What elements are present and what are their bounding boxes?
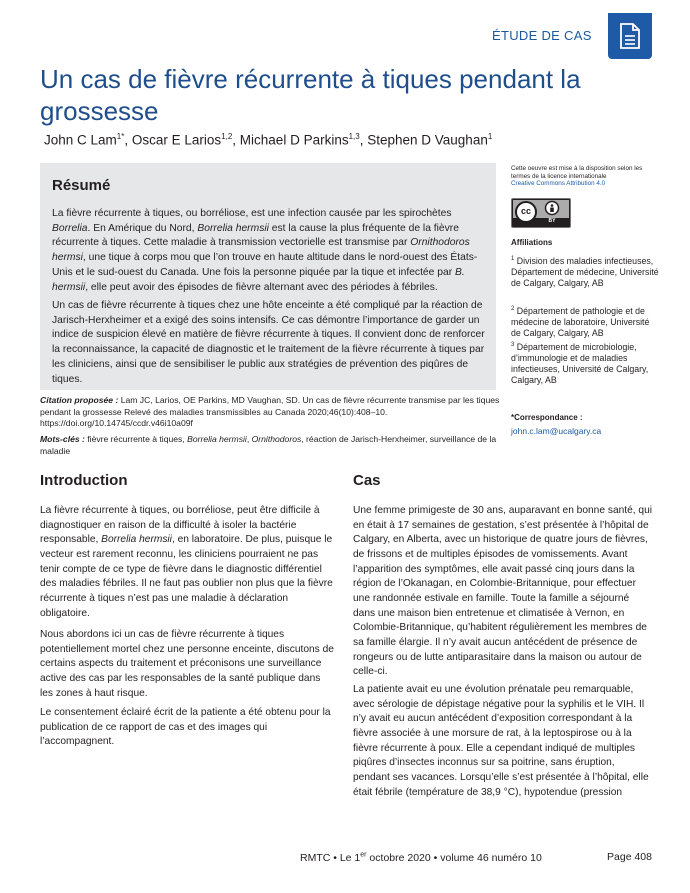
case-heading: Cas bbox=[353, 472, 381, 489]
introduction-paragraph: Le consentement éclairé écrit de la patiente a été obtenu pour la publication de ce rapport de cas et des images qui l’accompagnent. bbox=[40, 707, 331, 748]
author-name: Oscar E Larios bbox=[131, 132, 222, 148]
introduction-heading: Introduction bbox=[40, 472, 128, 489]
license-link[interactable]: Creative Commons Attribution 4.0 bbox=[511, 180, 606, 188]
article-title: Un cas de fièvre récurrente à tiques pendant la grossesse bbox=[40, 64, 581, 126]
cc-by-license-badge[interactable] bbox=[511, 198, 571, 228]
author-name: Stephen D Vaughan bbox=[367, 132, 488, 148]
author-name: Michael D Parkins bbox=[239, 132, 349, 148]
abstract-title: Résumé bbox=[52, 177, 111, 194]
author-sup: 1 bbox=[487, 132, 493, 141]
page-footer bbox=[300, 851, 652, 864]
page-number: Page 408 bbox=[607, 851, 652, 863]
author-name: John C Lam bbox=[44, 132, 117, 148]
affiliations-title: Affiliations bbox=[511, 238, 553, 247]
case-paragraph: Une femme primigeste de 30 ans, auparavant en bonne santé, qui en était à 17 semaines de gestation, s’est présentée à l’hôpital de Calgary, en Alberta, avec un historique de quatre jours de fièvres, de frissons et de multiples épisodes de vomissements. Avant l’apparition des symptômes, elle avait passé cinq jours dans la région de l’Okanagan, en Colombie-Britannique, pour effectuer une randonnée estivale en famille. Toute la famille a séjourné dans une maison bien entretenue et climatisée à Vernon, en Colombie-Britannique, qu’habitent régulièrement les membres de sa famille élargie. Il n’y avait aucun antécédent de présence de rongeurs ou de lutte antiparasitaire dans la maison ou autour de celle-ci. bbox=[353, 505, 653, 678]
affiliation-item: $^1$ Division des maladies infectieuses, Département de médecine, Université de Calgary, Calgary, AB bbox=[511, 255, 659, 288]
author-sup: 1* bbox=[116, 132, 125, 141]
section-label: ÉTUDE DE CAS bbox=[492, 28, 592, 43]
license-text: Cette oeuvre est mise à la disposition selon les termes de la licence internationale Creative Commons Attribution 4.0 bbox=[511, 165, 643, 188]
document-icon bbox=[608, 13, 652, 59]
author-sup: 1,3 bbox=[348, 132, 360, 141]
correspondence-email[interactable]: john.c.lam@ucalgary.ca bbox=[511, 426, 602, 436]
author-list: John C Lam$^{1*}$, Oscar E Larios$^{1,2}$, Michael D Parkins$^{1,3}$, Stephen D Vaughan$^1$ bbox=[44, 132, 493, 148]
affiliation-item: $^3$ Département de microbiologie, d’immunologie et de maladies infectieuses, Université de Calgary, Calgary, AB bbox=[511, 341, 649, 385]
by-badge-label: BY bbox=[548, 218, 556, 224]
case-paragraph: La patiente avait eu une évolution prénatale peu remarquable, avec sérologie de dépistage négative pour la syphilis et le VIH. Il n’y avait eu aucun antécédent d’exposition correspondant à la fièvre associée à une morsure de rat, à la leptospirose ou à la fièvre récurrente à poux. Elle a cependant indiqué de multiples piqûres d’insectes inconnus sur sa poitrine, sans éruption, pendant ses vacances. Lorsqu’elle s’est présentée à l’hôpital, elle était fébrile (température de 38,9 °C), hypotendue (pression bbox=[353, 684, 649, 798]
cc-badge-label: cc bbox=[520, 206, 531, 216]
abstract-box bbox=[40, 163, 496, 390]
keywords: Mots-clés : fièvre récurrente à tiques, Borrelia hermsii, Ornithodoros, réaction de Jarisch-Herxheimer, surveillance de la maladie bbox=[40, 434, 497, 456]
affiliation-item: $^2$ Département de pathologie et de médecine de laboratoire, Université de Calgary, Calgary, AB bbox=[511, 305, 650, 338]
author-sup: 1,2 bbox=[221, 132, 233, 141]
footer-journal: RMTC • Le 1er octobre 2020 • volume 46 numéro 10 bbox=[300, 851, 542, 864]
correspondence-title: *Correspondance : bbox=[511, 413, 583, 422]
abstract-paragraph: Un cas de fièvre récurrente à tiques chez une hôte enceinte a été compliqué par la réaction de Jarisch-Herxheimer et a exigé des soins intensifs. Ce cas démontre l’importance de garder un indice de suspicion élevé en matière de fièvre récurrente à tiques. Il convient donc de renforcer la reconnaissance, la capacité de diagnostic et le traitement de la fièvre récurrente à tiques par les cliniciens, ainsi que de sensibiliser le public aux stratégies de prévention des piqûres de tiques. bbox=[52, 300, 485, 385]
abstract-paragraph: La fièvre récurrente à tiques, ou borréliose, est une infection causée par les spirochètes Borrelia. En Amérique du Nord, Borrelia hermsii est la cause la plus fréquente de la fièvre récurrente à tiques. Cette maladie à transmission vectorielle est transmise par Ornithodoros hermsi, une tique à corps mou que l’on trouve en haute altitude dans le nord-ouest des États-Unis et le sud-ouest du Canada. Une fois la personne piquée par la tique et infectée par B. hermsii, elle peut avoir des épisodes de fièvre alternant avec des périodes à fébriles. bbox=[52, 208, 478, 293]
introduction-paragraph: Nous abordons ici un cas de fièvre récurrente à tiques potentiellement mortel chez une personne enceinte, discutons de certains aspects du traitement et préconisons une surveillance active des cas par les responsables de la santé publique dans les zones à haut risque. bbox=[40, 629, 334, 699]
introduction-paragraph: La fièvre récurrente à tiques, ou borréliose, peut être difficile à diagnostiquer en raison de la difficulté à isoler la bactérie responsable, Borrelia hermsii, en laboratoire. De plus, puisque le vecteur est rarement reconnu, les cliniciens pourraient ne pas tenir compte de ce type de fièvre dans le diagnostic différentiel des maladies fébriles. Il ne faut pas oublier non plus que la fièvre récurrente à tiques n’est pas une maladie à déclaration obligatoire. bbox=[40, 505, 333, 619]
suggested-citation: Citation proposée : Lam JC, Larios, OE Parkins, MD Vaughan, SD. Un cas de fièvre récurrente transmise par les tiques pendant la grossesse Relevé des maladies transmissibles au Canada 2020;46(10):408–10. https://doi.org/10.14745/ccdr.v46i10a09f bbox=[40, 395, 500, 428]
